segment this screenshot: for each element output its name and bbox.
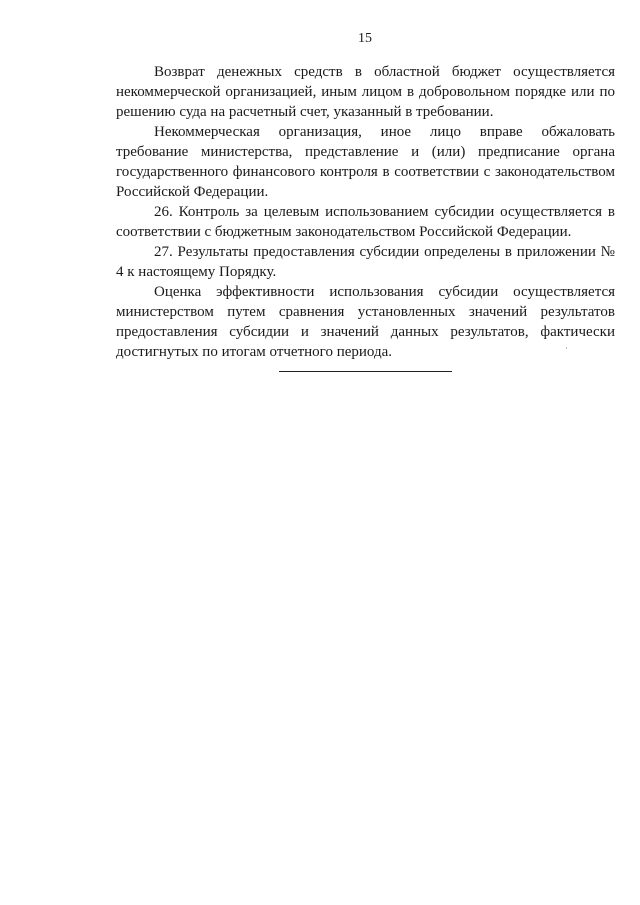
paragraph-appeal: Некоммерческая организация, иное лицо вправе обжаловать требование министерства, представление и (или) предписание органа государственного финансового контроля в соответствии с законодательством Российской Федерации. — [116, 124, 615, 200]
scan-speck — [566, 347, 567, 349]
paragraph-item-26: 26. Контроль за целевым использованием субсидии осуществляется в соответствии с бюджетным законодательством Российской Федерации. — [116, 204, 615, 240]
paragraph-item-27: 27. Результаты предоставления субсидии определены в приложении № 4 к настоящему Порядку. — [116, 244, 615, 280]
page-number: 15 — [358, 31, 372, 46]
end-divider-line — [279, 371, 452, 372]
document-body — [116, 62, 615, 362]
paragraph-evaluation: Оценка эффективности использования субсидии осуществляется министерством путем сравнения установленных значений результатов предоставления субсидии и значений данных результатов, фактически достигнутых по итогам отчетного периода. — [116, 284, 615, 360]
paragraph-refund: Возврат денежных средств в областной бюджет осуществляется некоммерческой организацией, иным лицом в добровольном порядке или по решению суда на расчетный счет, указанный в требовании. — [116, 64, 615, 120]
